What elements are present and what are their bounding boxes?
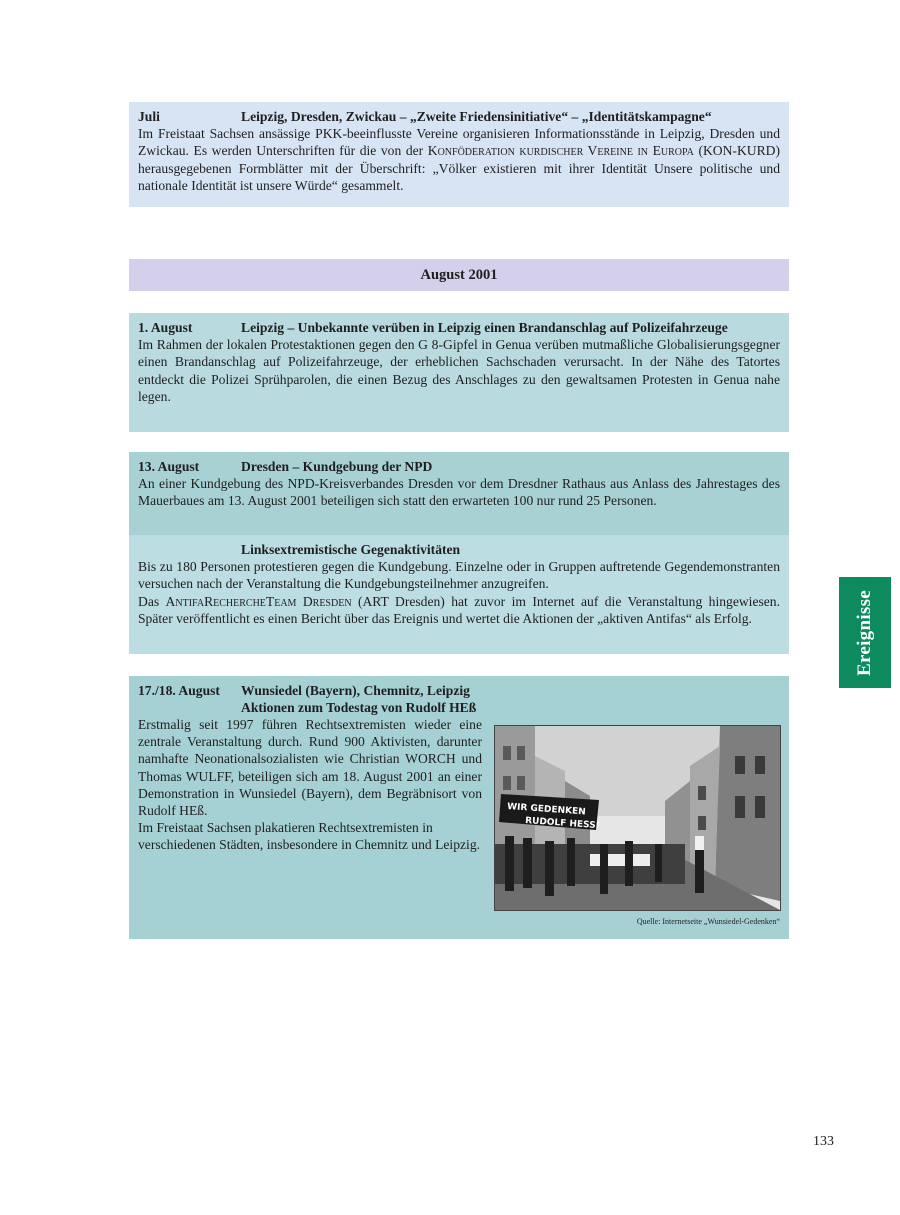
banner-text: WIR GEDENKEN: [506, 802, 586, 818]
month-heading: August 2001: [129, 259, 789, 291]
page-number: 133: [813, 1134, 834, 1149]
event-aug-17-18: [129, 676, 789, 939]
event-aug-13: [129, 452, 789, 535]
event-heading: [138, 319, 780, 336]
organisation-name: Konföderation kurdischer Vereine in Europa: [427, 143, 694, 159]
event-july: [129, 102, 789, 207]
event-body: [138, 716, 482, 854]
event-body: [138, 125, 780, 194]
event-heading: [138, 108, 780, 125]
body-text: Das: [138, 593, 166, 609]
event-date: 1. August: [138, 320, 193, 335]
event-date: Juli: [138, 109, 160, 124]
section-tab: [839, 577, 891, 688]
body-text: (ART Dresden) hat zuvor im Internet auf die Veranstaltung hingewiesen. Später veröffentlicht es einen Bericht über das Ereignis und wertet die Aktionen der „aktiven Antifas“ als Erfolg.: [138, 593, 780, 626]
event-subheading: [138, 541, 780, 558]
event-title: Dresden – Kundgebung der NPD: [241, 459, 433, 474]
body-text: (KON-KURD) herausgegebenen Formblätter mit der Überschrift: „Völker existieren mit ihrer Identität Unsere politische und nationale Identität ist unsere Würde“ gesammelt.: [138, 143, 780, 193]
event-title: Wunsiedel (Bayern), Chemnitz, Leipzig: [241, 683, 470, 698]
event-title: Aktionen zum Todestag von Rudolf HEß: [241, 700, 477, 716]
event-heading: [138, 458, 780, 475]
event-date: 17./18. August: [138, 683, 220, 698]
banner-text: RUDOLF HESS!: [524, 816, 601, 832]
event-aug-13-counter: [129, 535, 789, 654]
event-body: [138, 558, 780, 627]
body-paragraph: Erstmalig seit 1997 führen Rechtsextremisten wieder eine zentrale Veranstaltung durch. Rund 900 Aktivisten, darunter namhafte Neonationalsozialisten wie Christian WORCH und Thomas WULFF, beteiligen sich am 18. August 2001 an einer Demonstration in Wunsiedel (Bayern), dem Begräbnisort von Rudolf HEß.: [138, 717, 482, 819]
event-title: Leipzig – Unbekannte verüben in Leipzig einen Brandanschlag auf Polizeifahrzeuge: [241, 320, 728, 335]
photo-caption: Quelle: Internetseite „Wunsiedel-Gedenken“: [636, 917, 780, 926]
event-body: Im Rahmen der lokalen Protestaktionen gegen den G 8-Gipfel in Genua verüben mutmaßliche Globalisierungsgegner einen Brandanschlag auf Polizeifahrzeuge, der erheblichen Sachschaden verursacht. In der Nähe des Tatortes entdeckt die Polizei Sprühparolen, die einen Bezug des Anschlages zu den gewaltsamen Protesten in Genua nahe legen.: [138, 337, 780, 404]
event-aug-1: [129, 313, 789, 432]
event-date: 13. August: [138, 459, 200, 474]
event-title: Leipzig, Dresden, Zwickau – „Zweite Friedensinitiative“ – „Identitätskampagne“: [241, 109, 712, 124]
section-tab-label: Ereignisse: [854, 589, 875, 676]
organisation-name: AntifaRechercheTeam Dresden: [165, 593, 352, 609]
body-paragraph: Im Freistaat Sachsen plakatieren Rechtsextremisten in verschiedenen Städten, insbesondere in Chemnitz und Leipzig.: [138, 820, 481, 853]
event-heading: [138, 682, 780, 716]
event-body: An einer Kundgebung des NPD-Kreisverbandes Dresden vor dem Dresdner Rathaus aus Anlass des Jahrestages des Mauerbaues am 13. August 2001 beteiligen sich statt den erwarteten 100 nur rund 25 Personen.: [138, 476, 780, 509]
demonstration-photo: [494, 725, 781, 911]
body-text: Im Freistaat Sachsen ansässige PKK-beeinflusste Vereine organisieren Informationsstände in Leipzig, Dresden und Zwickau. Es werden Unterschriften für die von der: [138, 126, 780, 159]
body-text: Bis zu 180 Personen protestieren gegen die Kundgebung. Einzelne oder in Gruppen auftretende Gegendemonstranten versuchen nach der Veranstaltung die Kundgebungsteilnehmer anzugreifen.: [138, 559, 780, 592]
event-subtitle: Linksextremistische Gegenaktivitäten: [241, 542, 461, 557]
